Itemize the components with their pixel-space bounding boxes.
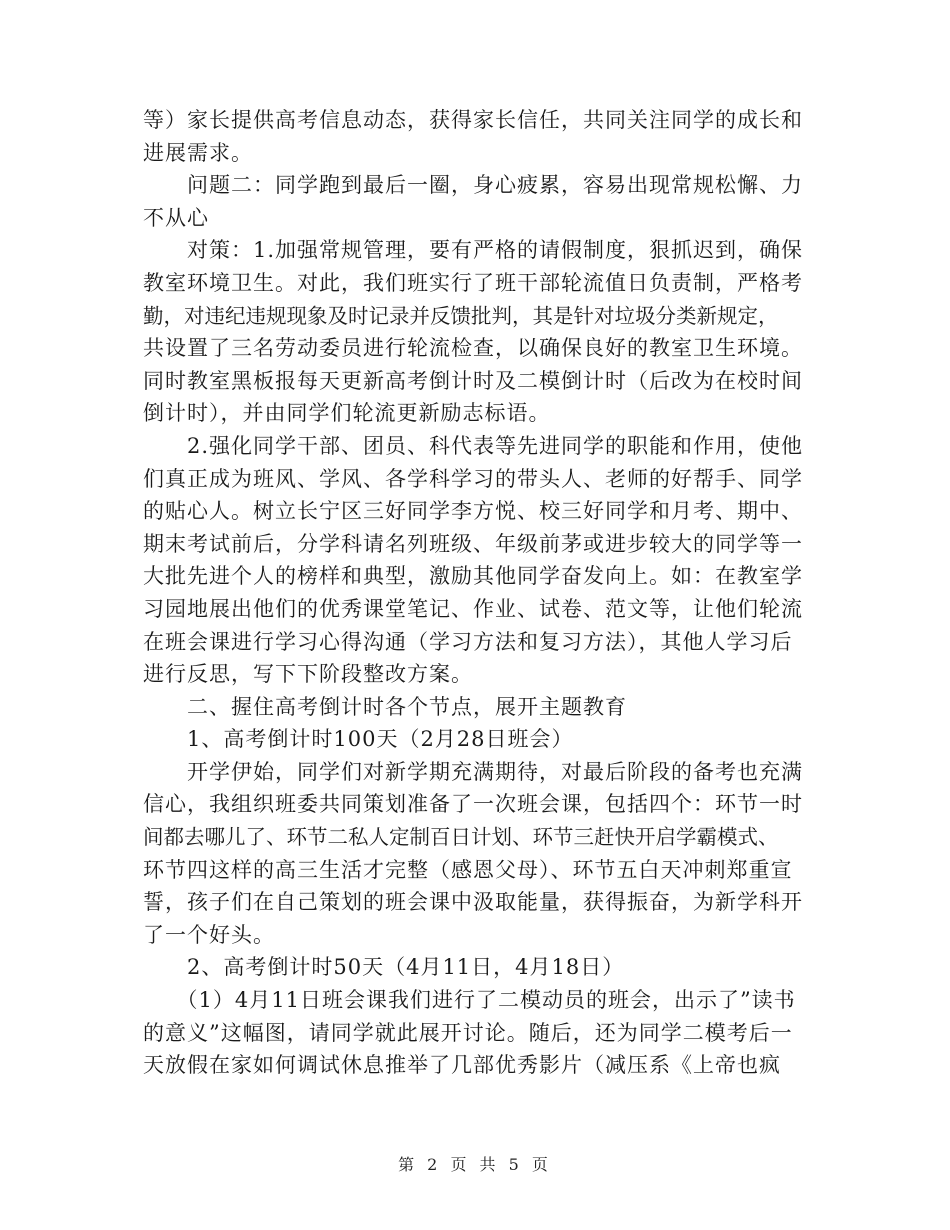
text-line: 倒计时），并由同学们轮流更新励志标语。	[143, 401, 551, 426]
text-line: 勤，对违纪违规现象及时记录并反馈批判，其是针对垃圾分类新规定，	[143, 303, 779, 328]
text-line: 开学伊始，同学们对新学期充满期待，对最后阶段的备考也充满	[143, 759, 803, 784]
text-line: 进展需求。	[143, 140, 253, 165]
section-heading: 二、握住高考倒计时各个节点，展开主题教育	[143, 694, 627, 719]
text-line: 大批先进个人的榜样和典型，激励其他同学奋发向上。如：在教室学	[143, 564, 803, 589]
text-line: 共设置了三名劳动委员进行轮流检查，以确保良好的教室卫生环境。	[143, 336, 803, 361]
text-line: 们真正成为班风、学风、各学科学习的带头人、老师的好帮手、同学	[143, 466, 803, 491]
text-line: 教室环境卫生。对此，我们班实行了班干部轮流值日负责制，严格考	[143, 270, 803, 295]
text-line: 进行反思，写下下阶段整改方案。	[143, 662, 473, 687]
text-line: （1）4月11日班会课我们进行了二模动员的班会，出示了”读书	[143, 988, 796, 1013]
text-line: 对策：1.加强常规管理，要有严格的请假制度，狠抓迟到，确保	[143, 238, 804, 263]
text-line: 誓，孩子们在自己策划的班会课中汲取能量，获得振奋，为新学科开	[143, 890, 803, 915]
text-line: 信心，我组织班委共同策划准备了一次班会课，包括四个：环节一时	[143, 792, 803, 817]
text-line: 在班会课进行学习心得沟通（学习方法和复习方法），其他人学习后	[143, 629, 793, 654]
text-line: 天放假在家如何调试休息推举了几部优秀影片（减压系《上帝也疯	[143, 1053, 781, 1078]
page-number-footer: 第 2 页 共 5 页	[398, 1155, 552, 1174]
text-line: 2.强化同学干部、团员、科代表等先进同学的职能和作用，使他	[143, 433, 804, 458]
document-body	[143, 104, 815, 1082]
text-line: 习园地展出他们的优秀课堂笔记、作业、试卷、范文等，让他们轮流	[143, 596, 803, 621]
text-line: 期末考试前后，分学科请名列班级、年级前茅或进步较大的同学等一	[143, 531, 803, 556]
text-line: 问题二：同学跑到最后一圈，身心疲累，容易出现常规松懈、力	[143, 173, 803, 198]
text-line: 间都去哪儿了、环节二私人定制百日计划、环节三赶快开启学霸模式、	[143, 825, 779, 850]
text-line: 不从心	[143, 205, 209, 230]
subsection-heading: 2、高考倒计时50天（4月11日，4月18日）	[143, 955, 625, 980]
text-line: 的贴心人。树立长宁区三好同学李方悦、校三好同学和月考、期中、	[143, 499, 803, 524]
text-line: 同时教室黑板报每天更新高考倒计时及二模倒计时（后改为在校时间	[143, 368, 803, 393]
text-line: 的意义”这幅图，请同学就此展开讨论。随后，还为同学二模考后一	[143, 1020, 793, 1045]
text-line: 了一个好头。	[143, 922, 275, 947]
subsection-heading: 1、高考倒计时100天（2月28日班会）	[143, 727, 574, 752]
text-line: 等）家长提供高考信息动态，获得家长信任，共同关注同学的成长和	[143, 108, 803, 132]
text-line: 环节四这样的高三生活才完整（感恩父母）、环节五白天冲刺郑重宣	[143, 857, 793, 882]
